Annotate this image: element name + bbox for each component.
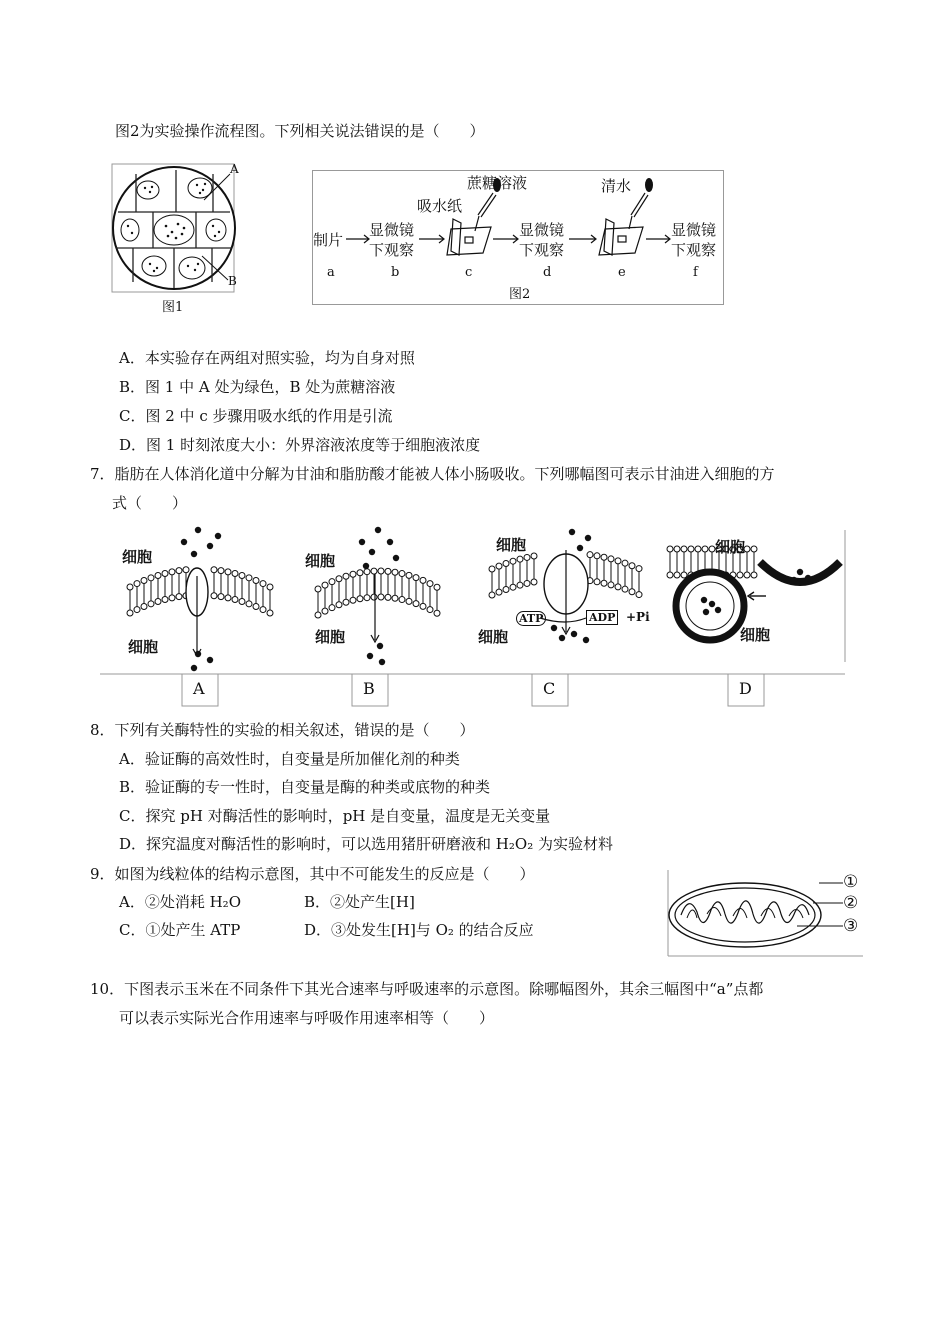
q7d-lipid-top-head bbox=[751, 572, 757, 578]
q7c-lipid-head bbox=[517, 582, 523, 588]
q7d-lipid-top-head bbox=[737, 572, 743, 578]
q7b-molecule bbox=[379, 659, 385, 665]
q7b-lipid-head bbox=[427, 607, 433, 613]
q7b-lipid-head bbox=[420, 603, 426, 609]
q7a-lipid-head bbox=[232, 571, 238, 577]
q7b-lipid-head bbox=[350, 571, 356, 577]
q6-option-d: D．图 1 时刻浓度大小：外界溶液浓度等于细胞液浓度 bbox=[119, 436, 481, 454]
q7a-molecule bbox=[191, 551, 197, 557]
q7c-lipid-head bbox=[601, 554, 607, 560]
q7a-lipid-head bbox=[260, 581, 266, 587]
q7a-lipid-head bbox=[162, 571, 168, 577]
q7b-lipid-head bbox=[420, 577, 426, 583]
q7a-lipid-head bbox=[127, 610, 133, 616]
q7b-lipid-head bbox=[315, 612, 321, 618]
q7a-lipid-head bbox=[134, 607, 140, 613]
q7d-lipid-top-head bbox=[751, 546, 757, 552]
q7a-lipid-head bbox=[225, 569, 231, 575]
q7b-lipid-head bbox=[371, 568, 377, 574]
q7-c-cell-top: 细胞 bbox=[496, 536, 527, 554]
q7b-lipid-head bbox=[427, 581, 433, 587]
q7d-molecule bbox=[715, 607, 721, 613]
q7-label-c: C bbox=[543, 679, 556, 698]
q7b-lipid-head bbox=[371, 594, 377, 600]
q7a-molecule bbox=[195, 651, 201, 657]
q7a-lipid-head bbox=[141, 604, 147, 610]
fig2-caption: 图2 bbox=[509, 287, 531, 302]
q7a-lipid-head bbox=[218, 568, 224, 574]
q6-intro: 图2为实验操作流程图。下列相关说法错误的是（ ） bbox=[115, 122, 485, 140]
q7d-molecule bbox=[709, 601, 715, 607]
q7-b-cell-top: 细胞 bbox=[305, 552, 336, 570]
q8-option-c: C．探究 pH 对酶活性的影响时，pH 是自变量，温度是无关变量 bbox=[119, 807, 551, 825]
q7c-lipid-head bbox=[531, 579, 537, 585]
q7b-lipid-head bbox=[385, 594, 391, 600]
fig2-step-a: 制片 bbox=[313, 231, 344, 249]
q7c-lipid-head bbox=[636, 592, 642, 598]
q7c-lipid-head bbox=[587, 552, 593, 558]
q7-a-cell-top: 细胞 bbox=[122, 548, 153, 566]
q7b-lipid-head bbox=[406, 572, 412, 578]
q7b-molecule bbox=[377, 643, 383, 649]
q9-option-b: B．②处产生[H] bbox=[304, 893, 415, 911]
mito-mark-2: ② bbox=[843, 893, 859, 913]
q7c-lipid-head bbox=[615, 584, 621, 590]
q7d-lipid-top-head bbox=[667, 546, 673, 552]
q7d-molecule bbox=[805, 575, 811, 581]
q7c-lipid-head bbox=[608, 582, 614, 588]
fig2-step-d-line1: 显微镜 bbox=[519, 221, 565, 239]
q7c-lipid-head bbox=[601, 580, 607, 586]
q7b-lipid-head bbox=[315, 586, 321, 592]
q7-d-cell-top: 细胞 bbox=[715, 538, 746, 556]
q7b-lipid-head bbox=[413, 601, 419, 607]
q10-stem-line1: 10．下图表示玉米在不同条件下其光合速率与呼吸速率的示意图。除哪幅图外，其余三幅图中“a”点都 bbox=[90, 980, 764, 998]
q7a-lipid-head bbox=[183, 567, 189, 573]
q7b-lipid-head bbox=[343, 599, 349, 605]
q7a-lipid-head bbox=[260, 607, 266, 613]
q7b-lipid-head bbox=[357, 570, 363, 576]
q7c-lipid-head bbox=[629, 563, 635, 569]
fig1-label-b: B bbox=[228, 274, 237, 288]
q7d-molecule bbox=[703, 609, 709, 615]
q7d-lipid-top-head bbox=[688, 546, 694, 552]
q7b-lipid-head bbox=[413, 575, 419, 581]
q7c-molecule bbox=[551, 625, 557, 631]
q7b-molecule bbox=[369, 549, 375, 555]
q7b-lipid-head bbox=[399, 571, 405, 577]
q7a-lipid-head bbox=[211, 567, 217, 573]
q7b-molecule bbox=[393, 555, 399, 561]
q7c-lipid-head bbox=[615, 558, 621, 564]
q7c-lipid-head bbox=[594, 553, 600, 559]
q7-d-cell-bottom: 细胞 bbox=[740, 626, 771, 644]
q7-c-atp: ATP bbox=[516, 611, 546, 626]
q7b-lipid-head bbox=[322, 582, 328, 588]
q7-label-b: B bbox=[363, 679, 375, 698]
q8-option-a: A．验证酶的高效性时，自变量是所加催化剂的种类 bbox=[119, 750, 460, 768]
q8-option-b: B．验证酶的专一性时，自变量是酶的种类或底物的种类 bbox=[119, 778, 491, 796]
q7d-lipid-top-head bbox=[744, 572, 750, 578]
q6-option-c: C．图 2 中 c 步骤用吸水纸的作用是引流 bbox=[119, 407, 393, 425]
fig2-water-label: 清水 bbox=[601, 177, 632, 195]
q6-option-a: A．本实验存在两组对照实验，均为自身对照 bbox=[119, 349, 415, 367]
q7c-lipid-head bbox=[517, 556, 523, 562]
fig1-caption: 图1 bbox=[162, 300, 184, 315]
q7a-lipid-head bbox=[211, 593, 217, 599]
q7c-molecule bbox=[585, 535, 591, 541]
q7a-lipid-head bbox=[127, 584, 133, 590]
q7b-lipid-head bbox=[378, 568, 384, 574]
q7-figure bbox=[100, 522, 850, 707]
q7b-molecule bbox=[359, 539, 365, 545]
q7d-molecule bbox=[791, 577, 797, 583]
q7b-lipid-head bbox=[364, 595, 370, 601]
q7-stem-line1: 7．脂肪在人体消化道中分解为甘油和脂肪酸才能被人体小肠吸收。下列哪幅图可表示甘油进入细胞的方 bbox=[90, 465, 775, 483]
q7b-lipid-head bbox=[343, 573, 349, 579]
q8-stem: 8．下列有关酶特性的实验的相关叙述，错误的是（ ） bbox=[90, 721, 475, 739]
q7b-lipid-head bbox=[392, 595, 398, 601]
q7c-molecule bbox=[583, 637, 589, 643]
q7d-lipid-top-head bbox=[702, 546, 708, 552]
q7c-lipid-head bbox=[524, 554, 530, 560]
q7c-lipid-head bbox=[531, 553, 537, 559]
q7-b-cell-bottom: 细胞 bbox=[315, 628, 346, 646]
q7b-molecule bbox=[367, 653, 373, 659]
q9-option-a: A．②处消耗 H₂O bbox=[119, 893, 241, 911]
q7a-lipid-head bbox=[169, 595, 175, 601]
q6-option-b: B．图 1 中 A 处为绿色，B 处为蔗糖溶液 bbox=[119, 378, 396, 396]
q7b-lipid-head bbox=[350, 597, 356, 603]
q7a-molecule bbox=[215, 533, 221, 539]
fig1-label-a: A bbox=[230, 162, 239, 176]
q7c-lipid-head bbox=[622, 586, 628, 592]
fig2-step-b-line1: 显微镜 bbox=[369, 221, 415, 239]
fig2-step-d-line2: 下观察 bbox=[519, 241, 565, 259]
q7b-lipid-head bbox=[399, 597, 405, 603]
q10-stem-line2: 可以表示实际光合作用速率与呼吸作用速率相等（ ） bbox=[119, 1009, 495, 1027]
q7b-lipid-head bbox=[378, 594, 384, 600]
q7a-lipid-head bbox=[239, 598, 245, 604]
fig2-letter-f: f bbox=[693, 265, 698, 280]
q7-stem-line2: 式（ ） bbox=[112, 494, 188, 512]
q7a-lipid-head bbox=[169, 569, 175, 575]
q7b-lipid-head bbox=[434, 584, 440, 590]
q7a-molecule bbox=[207, 657, 213, 663]
mito-mark-3: ③ bbox=[843, 916, 859, 936]
q7b-lipid-head bbox=[406, 598, 412, 604]
q7b-lipid-head bbox=[364, 569, 370, 575]
q7c-molecule bbox=[571, 631, 577, 637]
q7b-lipid-head bbox=[385, 568, 391, 574]
q7a-lipid-head bbox=[176, 594, 182, 600]
q7b-lipid-head bbox=[357, 596, 363, 602]
q6-figure-1 bbox=[108, 160, 248, 315]
q7d-lipid-top-head bbox=[674, 572, 680, 578]
q7c-lipid-head bbox=[629, 589, 635, 595]
q7d-molecule bbox=[797, 569, 803, 575]
q7c-lipid-head bbox=[489, 566, 495, 572]
q7a-lipid-head bbox=[253, 578, 259, 584]
q7-c-cell-bottom: 细胞 bbox=[478, 628, 509, 646]
q9-stem: 9．如图为线粒体的结构示意图，其中不可能发生的反应是（ ） bbox=[90, 865, 535, 883]
q7a-lipid-head bbox=[148, 601, 154, 607]
q7b-lipid-head bbox=[392, 569, 398, 575]
q7a-lipid-head bbox=[176, 568, 182, 574]
q7a-lipid-head bbox=[253, 604, 259, 610]
q7-c-pi: +Pi bbox=[626, 610, 650, 624]
q8-option-d: D．探究温度对酶活性的影响时，可以选用猪肝研磨液和 H₂O₂ 为实验材料 bbox=[119, 835, 613, 853]
q7b-lipid-head bbox=[322, 608, 328, 614]
q7-a-cell-bottom: 细胞 bbox=[128, 638, 159, 656]
q7b-lipid-head bbox=[329, 579, 335, 585]
q7c-lipid-head bbox=[608, 556, 614, 562]
q9-option-c: C．①处产生 ATP bbox=[119, 921, 241, 939]
q7c-lipid-head bbox=[503, 561, 509, 567]
fig2-letter-d: d bbox=[543, 265, 552, 280]
fig2-letter-b: b bbox=[391, 265, 400, 280]
mito-mark-1: ① bbox=[843, 872, 859, 892]
fig2-step-f-line2: 下观察 bbox=[671, 241, 717, 259]
fig2-letter-c: c bbox=[465, 265, 473, 280]
fig2-paper-label: 吸水纸 bbox=[417, 197, 463, 215]
q7a-lipid-head bbox=[239, 572, 245, 578]
q7c-lipid-head bbox=[503, 587, 509, 593]
q7c-lipid-head bbox=[622, 560, 628, 566]
q7-c-adp: ADP bbox=[586, 610, 618, 625]
fig2-letter-e: e bbox=[618, 265, 626, 280]
q7a-lipid-head bbox=[155, 572, 161, 578]
q7c-lipid-head bbox=[489, 592, 495, 598]
q9-mitochondria-figure bbox=[667, 870, 867, 958]
q7c-molecule bbox=[569, 529, 575, 535]
q7b-molecule bbox=[375, 527, 381, 533]
q7c-molecule bbox=[577, 545, 583, 551]
q9-option-d: D．③处发生[H]与 O₂ 的结合反应 bbox=[304, 921, 534, 939]
q7-label-a: A bbox=[193, 679, 205, 698]
q7a-molecule bbox=[195, 527, 201, 533]
q7c-lipid-head bbox=[524, 580, 530, 586]
q7b-lipid-head bbox=[329, 605, 335, 611]
fig2-step-f-line1: 显微镜 bbox=[671, 221, 717, 239]
q7b-molecule bbox=[363, 563, 369, 569]
q7c-lipid-head bbox=[594, 579, 600, 585]
q7c-lipid-head bbox=[496, 563, 502, 569]
q7c-lipid-head bbox=[510, 584, 516, 590]
q7a-lipid-head bbox=[246, 601, 252, 607]
q7a-lipid-head bbox=[267, 584, 273, 590]
fig2-sucrose-label: 蔗糖溶液 bbox=[467, 174, 528, 192]
q7d-lipid-top-head bbox=[681, 572, 687, 578]
q7a-lipid-head bbox=[155, 598, 161, 604]
q7d-lipid-top-head bbox=[695, 546, 701, 552]
q7b-lipid-head bbox=[336, 576, 342, 582]
q7b-lipid-head bbox=[336, 602, 342, 608]
q7a-lipid-head bbox=[141, 578, 147, 584]
q7d-lipid-top-head bbox=[674, 546, 680, 552]
q7c-lipid-head bbox=[636, 566, 642, 572]
q7c-lipid-head bbox=[510, 558, 516, 564]
q7a-molecule bbox=[207, 543, 213, 549]
q7a-lipid-head bbox=[267, 610, 273, 616]
q7b-lipid-head bbox=[434, 610, 440, 616]
q7a-lipid-head bbox=[218, 594, 224, 600]
q7a-lipid-head bbox=[232, 597, 238, 603]
q7a-molecule bbox=[181, 539, 187, 545]
q7d-molecule bbox=[701, 597, 707, 603]
q7a-lipid-head bbox=[148, 575, 154, 581]
q7c-energy-arrow bbox=[540, 618, 586, 622]
fig2-letter-a: a bbox=[327, 265, 335, 280]
q7a-lipid-head bbox=[246, 575, 252, 581]
q7d-lipid-top-head bbox=[681, 546, 687, 552]
q7a-lipid-head bbox=[162, 597, 168, 603]
q7a-molecule bbox=[191, 665, 197, 671]
q7d-lipid-top-head bbox=[667, 572, 673, 578]
fig2-step-b-line2: 下观察 bbox=[369, 241, 415, 259]
q7c-lipid-head bbox=[496, 589, 502, 595]
q7c-molecule bbox=[559, 635, 565, 641]
q7a-lipid-head bbox=[134, 581, 140, 587]
q6-figure-2 bbox=[312, 170, 724, 305]
q7a-lipid-head bbox=[225, 595, 231, 601]
q7b-molecule bbox=[387, 539, 393, 545]
q7-label-d: D bbox=[739, 679, 752, 698]
